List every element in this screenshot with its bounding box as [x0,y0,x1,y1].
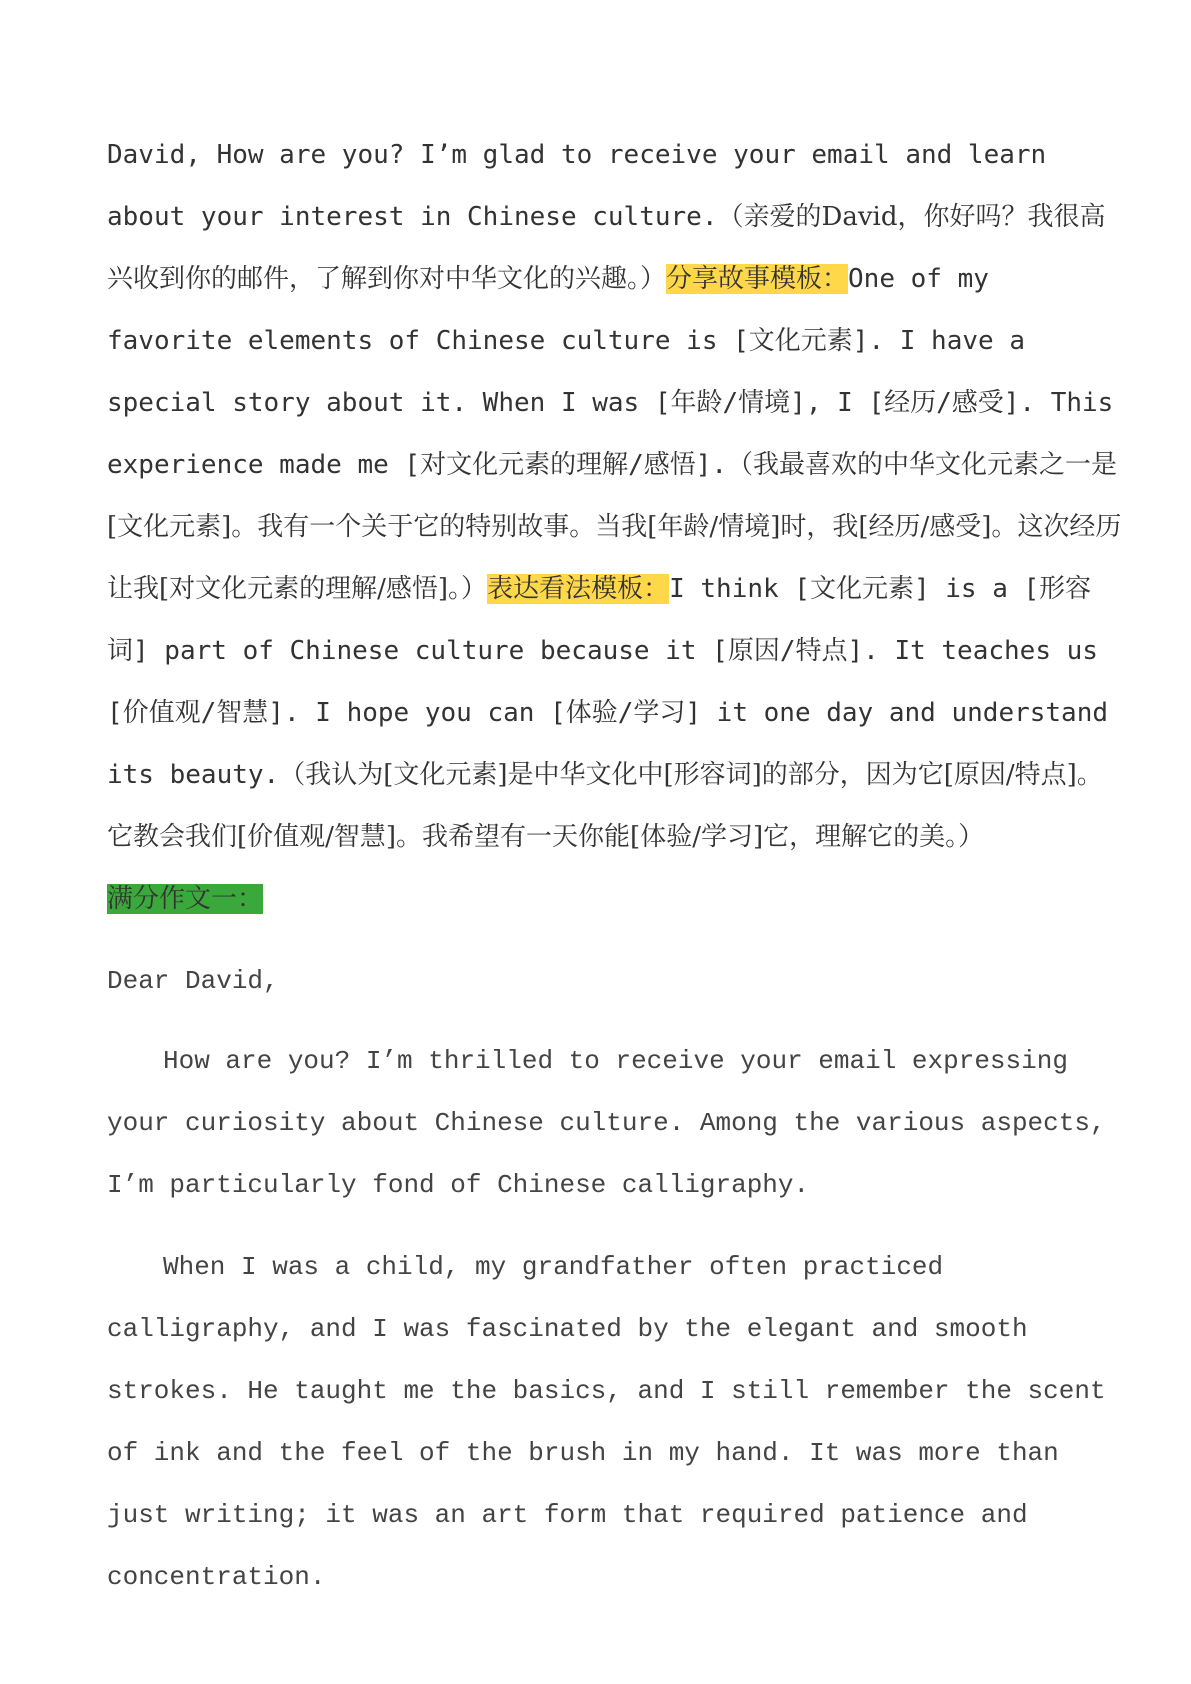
intro-english-text: David, How are you? I’m glad to receive your email and learn about your interest in Chinese culture. [107,140,1047,232]
spacer [107,930,1127,950]
sample-essay [107,950,1127,1608]
opinion-template-english: I think [文化元素] is a [形容词] part of Chinese culture because it [原因/特点]. It teaches us [价值观/智慧]. I hope you can [体验/学习] it one day and understand its beauty. [107,574,1109,790]
document-body [107,124,1127,1628]
opinion-template-chinese: （我认为[文化元素]是中华文化中[形容词]的部分，因为它[原因/特点]。它教会我们[价值观/智慧]。我希望有一天你能[体验/学习]它，理解它的美。） [107,760,1103,852]
story-template-english: One of my favorite elements of Chinese culture is [文化元素]. I have a special story about it. When I was [年龄/情境], I [经历/感受]. This experience made me [对文化元素的理解/感悟]. [107,264,1114,480]
story-template-label: 分享故事模板： [666,264,849,294]
essay-paragraph-1: How are you? I’m thrilled to receive your email expressing your curiosity about Chinese culture. Among the various aspects, I’m particularly fond of Chinese calligraphy. [107,1046,1106,1200]
essay-greeting: Dear David, [107,966,279,996]
sample-essay-heading: 满分作文一： [107,884,264,914]
intro-chinese-text: （亲爱的David，你好吗？我很高兴收到你的邮件，了解到你对中华文化的兴趣。） [107,202,1106,294]
sample-essay-heading-line [107,868,1127,930]
opinion-template-label: 表达看法模板： [487,574,670,604]
story-template-chinese: （我最喜欢的中华文化元素之一是[文化元素]。我有一个关于它的特别故事。当我[年龄/情境]时，我[经历/感受]。这次经历让我[对文化元素的理解/感悟]。） [107,450,1122,604]
essay-paragraph-2: When I was a child, my grandfather often practiced calligraphy, and I was fascinated by the elegant and smooth strokes. He taught me the basics, and I still remember the scent of ink and the feel of the brush in my hand. It was more than just writing; it was an art form that required patience and concentration. [107,1252,1106,1592]
template-intro-paragraph [107,124,1127,868]
